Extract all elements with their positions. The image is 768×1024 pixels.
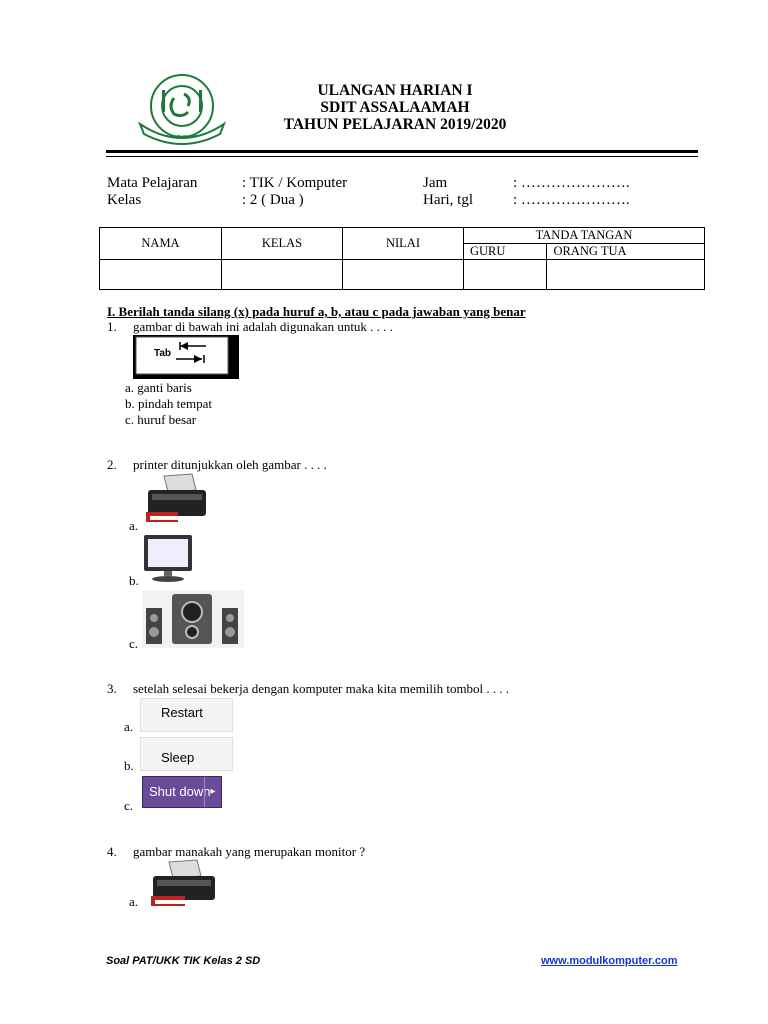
nama-header: NAMA	[100, 228, 222, 260]
nama-cell[interactable]	[100, 260, 222, 290]
school-logo	[134, 72, 230, 146]
option-b[interactable]: b.	[124, 758, 134, 773]
question-text: gambar di bawah ini adalah digunakan untuk . . . .	[133, 319, 393, 334]
sleep-button-image	[140, 737, 233, 771]
printer-icon	[142, 472, 210, 526]
speakers-icon	[142, 590, 244, 648]
option-b[interactable]: b.	[129, 573, 139, 588]
time-value: : ………………….	[513, 175, 630, 191]
school-name: SDIT ASSALAAMAH	[320, 99, 470, 116]
class-value: : 2 ( Dua )	[242, 192, 304, 208]
guru-header: GURU	[464, 244, 547, 260]
option-c[interactable]: c.	[129, 636, 139, 651]
question-number: 4.	[107, 844, 117, 859]
question-number: 1.	[107, 319, 117, 334]
date-label: Hari, tgl	[423, 192, 473, 208]
section-title: I. Berilah tanda silang (x) pada huruf a, b, atau c pada jawaban yang benar	[107, 304, 526, 319]
option-a[interactable]: a.	[129, 894, 139, 909]
option-a[interactable]: a.	[129, 518, 139, 533]
footer-label: Soal PAT/UKK TIK Kelas 2 SD	[106, 955, 261, 967]
header-rule-thick	[106, 150, 698, 153]
header-rule-thin	[106, 156, 698, 157]
subject-label: Mata Pelajaran	[107, 175, 198, 191]
tanda-tangan-header: TANDA TANGAN	[464, 228, 705, 244]
arrow-right-icon: ▸	[204, 777, 221, 807]
subject-value: : TIK / Komputer	[242, 175, 348, 191]
option-c[interactable]: c.	[124, 798, 134, 813]
shutdown-label: Shut down	[149, 784, 211, 799]
nilai-header: NILAI	[343, 228, 464, 260]
sleep-label: Sleep	[161, 750, 195, 765]
exam-title: ULANGAN HARIAN I	[317, 82, 473, 99]
orang-tua-signature-cell[interactable]	[547, 260, 705, 290]
nilai-cell[interactable]	[343, 260, 464, 290]
footer-link[interactable]: www.modulkomputer.com	[541, 955, 678, 967]
kelas-header: KELAS	[222, 228, 343, 260]
student-info-table	[99, 227, 705, 290]
printer-icon	[147, 858, 219, 910]
guru-signature-cell[interactable]	[464, 260, 547, 290]
svg-text:~~~~~~: ~~~~~~	[164, 132, 200, 140]
option-a[interactable]: a. ganti baris	[125, 380, 192, 395]
time-label: Jam	[423, 175, 448, 191]
question-text: printer ditunjukkan oleh gambar . . . .	[133, 457, 327, 472]
academic-year: TAHUN PELAJARAN 2019/2020	[283, 116, 507, 133]
class-label: Kelas	[107, 192, 142, 208]
kelas-cell[interactable]	[222, 260, 343, 290]
monitor-icon	[142, 533, 196, 583]
restart-button-image	[140, 698, 233, 732]
question-number: 2.	[107, 457, 117, 472]
question-text: setelah selesai bekerja dengan komputer maka kita memilih tombol . . . .	[133, 681, 510, 696]
tab-key-label: Tab	[154, 348, 172, 359]
tab-key-image	[132, 334, 240, 380]
restart-label: Restart	[161, 705, 203, 720]
orang-tua-header: ORANG TUA	[547, 244, 705, 260]
option-c[interactable]: c. huruf besar	[125, 412, 197, 427]
shutdown-button-image	[142, 776, 222, 808]
option-a[interactable]: a.	[124, 719, 134, 734]
date-value: : ………………….	[513, 192, 630, 208]
question-number: 3.	[107, 681, 117, 696]
option-b[interactable]: b. pindah tempat	[125, 396, 213, 411]
question-text: gambar manakah yang merupakan monitor ?	[133, 844, 366, 859]
